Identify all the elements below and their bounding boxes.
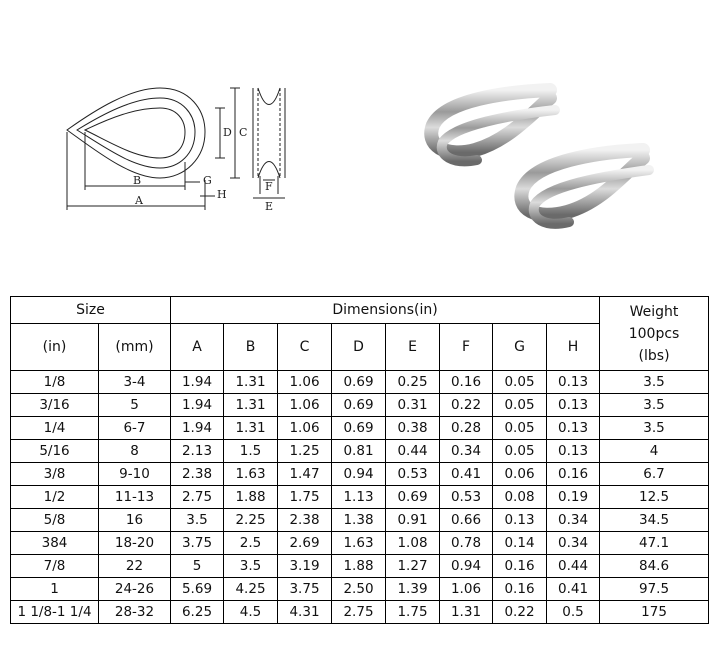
cell-dim-c: 1.75: [278, 486, 332, 509]
cell-dim-c: 4.31: [278, 601, 332, 624]
cell-size-mm: 5: [99, 394, 171, 417]
cell-dim-d: 1.88: [332, 555, 386, 578]
header-h: H: [547, 324, 600, 371]
cell-dim-b: 1.31: [224, 371, 278, 394]
cell-size-mm: 8: [99, 440, 171, 463]
table-row: [11, 463, 709, 486]
cell-dim-c: 1.06: [278, 371, 332, 394]
cell-dim-e: 1.08: [386, 532, 440, 555]
cell-dim-e: 1.27: [386, 555, 440, 578]
cell-dim-d: 2.75: [332, 601, 386, 624]
cell-dim-f: 0.66: [440, 509, 493, 532]
cell-dim-c: 3.19: [278, 555, 332, 578]
cell-weight: 3.5: [600, 417, 709, 440]
cell-dim-f: 0.16: [440, 371, 493, 394]
cell-dim-a: 5: [171, 555, 224, 578]
cell-size-in: 1/4: [11, 417, 99, 440]
cell-dim-e: 0.53: [386, 463, 440, 486]
cell-dim-e: 1.39: [386, 578, 440, 601]
cell-dim-g: 0.05: [493, 371, 547, 394]
header-g: G: [493, 324, 547, 371]
cell-dim-e: 0.91: [386, 509, 440, 532]
cell-dim-c: 1.06: [278, 394, 332, 417]
cell-dim-h: 0.34: [547, 509, 600, 532]
cell-weight: 175: [600, 601, 709, 624]
cell-weight: 97.5: [600, 578, 709, 601]
header-e: E: [386, 324, 440, 371]
cell-dim-e: 0.31: [386, 394, 440, 417]
cell-dim-f: 0.78: [440, 532, 493, 555]
weight-line-3: (lbs): [638, 347, 670, 364]
cell-dim-a: 5.69: [171, 578, 224, 601]
weight-line-2: 100pcs: [628, 325, 680, 342]
cell-size-in: 3/16: [11, 394, 99, 417]
cell-weight: 47.1: [600, 532, 709, 555]
label-e: E: [265, 200, 274, 213]
cell-dim-h: 0.34: [547, 532, 600, 555]
cell-dim-g: 0.14: [493, 532, 547, 555]
header-dimensions: Dimensions(in): [171, 297, 600, 324]
cell-dim-f: 0.94: [440, 555, 493, 578]
cell-size-in: 1/2: [11, 486, 99, 509]
cell-weight: 4: [600, 440, 709, 463]
cell-size-mm: 24-26: [99, 578, 171, 601]
cell-size-mm: 3-4: [99, 371, 171, 394]
cell-weight: 3.5: [600, 371, 709, 394]
cell-dim-g: 0.22: [493, 601, 547, 624]
cell-dim-h: 0.5: [547, 601, 600, 624]
cell-dim-e: 0.44: [386, 440, 440, 463]
cell-size-mm: 11-13: [99, 486, 171, 509]
cell-dim-h: 0.16: [547, 463, 600, 486]
cell-dim-a: 2.13: [171, 440, 224, 463]
cell-size-mm: 28-32: [99, 601, 171, 624]
cell-dim-b: 4.5: [224, 601, 278, 624]
header-c: C: [278, 324, 332, 371]
cell-size-in: 384: [11, 532, 99, 555]
cell-dim-h: 0.13: [547, 394, 600, 417]
cell-dim-h: 0.13: [547, 417, 600, 440]
cell-size-in: 3/8: [11, 463, 99, 486]
cell-dim-b: 2.25: [224, 509, 278, 532]
spec-table-body: [11, 371, 709, 624]
cell-size-mm: 9-10: [99, 463, 171, 486]
table-row: [11, 532, 709, 555]
table-row: [11, 371, 709, 394]
cell-dim-a: 2.38: [171, 463, 224, 486]
spec-table: [10, 296, 709, 624]
cell-size-mm: 18-20: [99, 532, 171, 555]
cell-dim-a: 2.75: [171, 486, 224, 509]
cell-dim-g: 0.05: [493, 394, 547, 417]
cell-dim-e: 1.75: [386, 601, 440, 624]
cell-dim-c: 1.25: [278, 440, 332, 463]
cell-dim-g: 0.06: [493, 463, 547, 486]
cell-dim-d: 0.69: [332, 371, 386, 394]
cell-dim-d: 0.69: [332, 394, 386, 417]
cell-dim-g: 0.05: [493, 417, 547, 440]
label-g: G: [203, 174, 212, 187]
cell-size-in: 1: [11, 578, 99, 601]
cell-dim-f: 0.34: [440, 440, 493, 463]
cell-dim-f: 0.22: [440, 394, 493, 417]
cell-weight: 3.5: [600, 394, 709, 417]
cell-dim-b: 3.5: [224, 555, 278, 578]
table-row: [11, 394, 709, 417]
label-a: A: [135, 194, 143, 207]
cell-dim-g: 0.05: [493, 440, 547, 463]
cell-weight: 34.5: [600, 509, 709, 532]
cell-dim-b: 1.63: [224, 463, 278, 486]
cell-dim-d: 0.81: [332, 440, 386, 463]
cell-dim-g: 0.08: [493, 486, 547, 509]
cell-weight: 12.5: [600, 486, 709, 509]
cell-dim-g: 0.16: [493, 578, 547, 601]
header-f: F: [440, 324, 493, 371]
cell-weight: 84.6: [600, 555, 709, 578]
cell-dim-e: 0.69: [386, 486, 440, 509]
cell-dim-f: 0.53: [440, 486, 493, 509]
header-mm: (mm): [99, 324, 171, 371]
header-size: Size: [11, 297, 171, 324]
cell-size-mm: 16: [99, 509, 171, 532]
cell-dim-f: 0.41: [440, 463, 493, 486]
header-a: A: [171, 324, 224, 371]
table-row: [11, 555, 709, 578]
cell-dim-a: 3.75: [171, 532, 224, 555]
cell-size-mm: 22: [99, 555, 171, 578]
cell-dim-a: 3.5: [171, 509, 224, 532]
label-f: F: [265, 180, 273, 193]
cell-dim-h: 0.13: [547, 371, 600, 394]
cell-dim-a: 1.94: [171, 371, 224, 394]
cell-dim-f: 1.06: [440, 578, 493, 601]
cell-size-in: 1/8: [11, 371, 99, 394]
cell-dim-f: 0.28: [440, 417, 493, 440]
header-d: D: [332, 324, 386, 371]
cell-dim-d: 1.13: [332, 486, 386, 509]
cell-dim-c: 1.47: [278, 463, 332, 486]
cell-dim-b: 1.31: [224, 417, 278, 440]
cell-weight: 6.7: [600, 463, 709, 486]
cell-dim-b: 1.5: [224, 440, 278, 463]
header-weight: [600, 297, 709, 371]
label-b: B: [133, 174, 142, 187]
cell-dim-g: 0.13: [493, 509, 547, 532]
cell-size-in: 5/8: [11, 509, 99, 532]
cell-dim-h: 0.19: [547, 486, 600, 509]
cell-size-in: 7/8: [11, 555, 99, 578]
table-row: [11, 486, 709, 509]
cell-dim-c: 1.06: [278, 417, 332, 440]
cell-dim-h: 0.41: [547, 578, 600, 601]
cell-dim-c: 3.75: [278, 578, 332, 601]
label-c: C: [239, 126, 248, 139]
cell-dim-b: 1.88: [224, 486, 278, 509]
cell-dim-b: 2.5: [224, 532, 278, 555]
cell-dim-a: 1.94: [171, 417, 224, 440]
table-row: [11, 601, 709, 624]
thimble-dimension-diagram: [55, 70, 315, 220]
cell-dim-b: 1.31: [224, 394, 278, 417]
table-row: [11, 417, 709, 440]
label-d: D: [223, 126, 232, 139]
cell-dim-g: 0.16: [493, 555, 547, 578]
cell-dim-e: 0.38: [386, 417, 440, 440]
cell-dim-e: 0.25: [386, 371, 440, 394]
cell-dim-c: 2.38: [278, 509, 332, 532]
cell-dim-b: 4.25: [224, 578, 278, 601]
cell-dim-d: 0.69: [332, 417, 386, 440]
cell-size-in: 1 1/8-1 1/4: [11, 601, 99, 624]
cell-dim-d: 1.63: [332, 532, 386, 555]
cell-dim-d: 1.38: [332, 509, 386, 532]
table-row: [11, 578, 709, 601]
header-in: (in): [11, 324, 99, 371]
cell-dim-a: 1.94: [171, 394, 224, 417]
cell-dim-d: 2.50: [332, 578, 386, 601]
weight-line-1: Weight: [629, 303, 679, 320]
table-row: [11, 440, 709, 463]
table-row: [11, 509, 709, 532]
cell-dim-d: 0.94: [332, 463, 386, 486]
cell-dim-h: 0.44: [547, 555, 600, 578]
cell-dim-f: 1.31: [440, 601, 493, 624]
cell-dim-h: 0.13: [547, 440, 600, 463]
thimble-product-photo: [415, 70, 675, 245]
header-b: B: [224, 324, 278, 371]
cell-dim-a: 6.25: [171, 601, 224, 624]
cell-size-in: 5/16: [11, 440, 99, 463]
label-h: H: [217, 188, 227, 201]
cell-size-mm: 6-7: [99, 417, 171, 440]
cell-dim-c: 2.69: [278, 532, 332, 555]
